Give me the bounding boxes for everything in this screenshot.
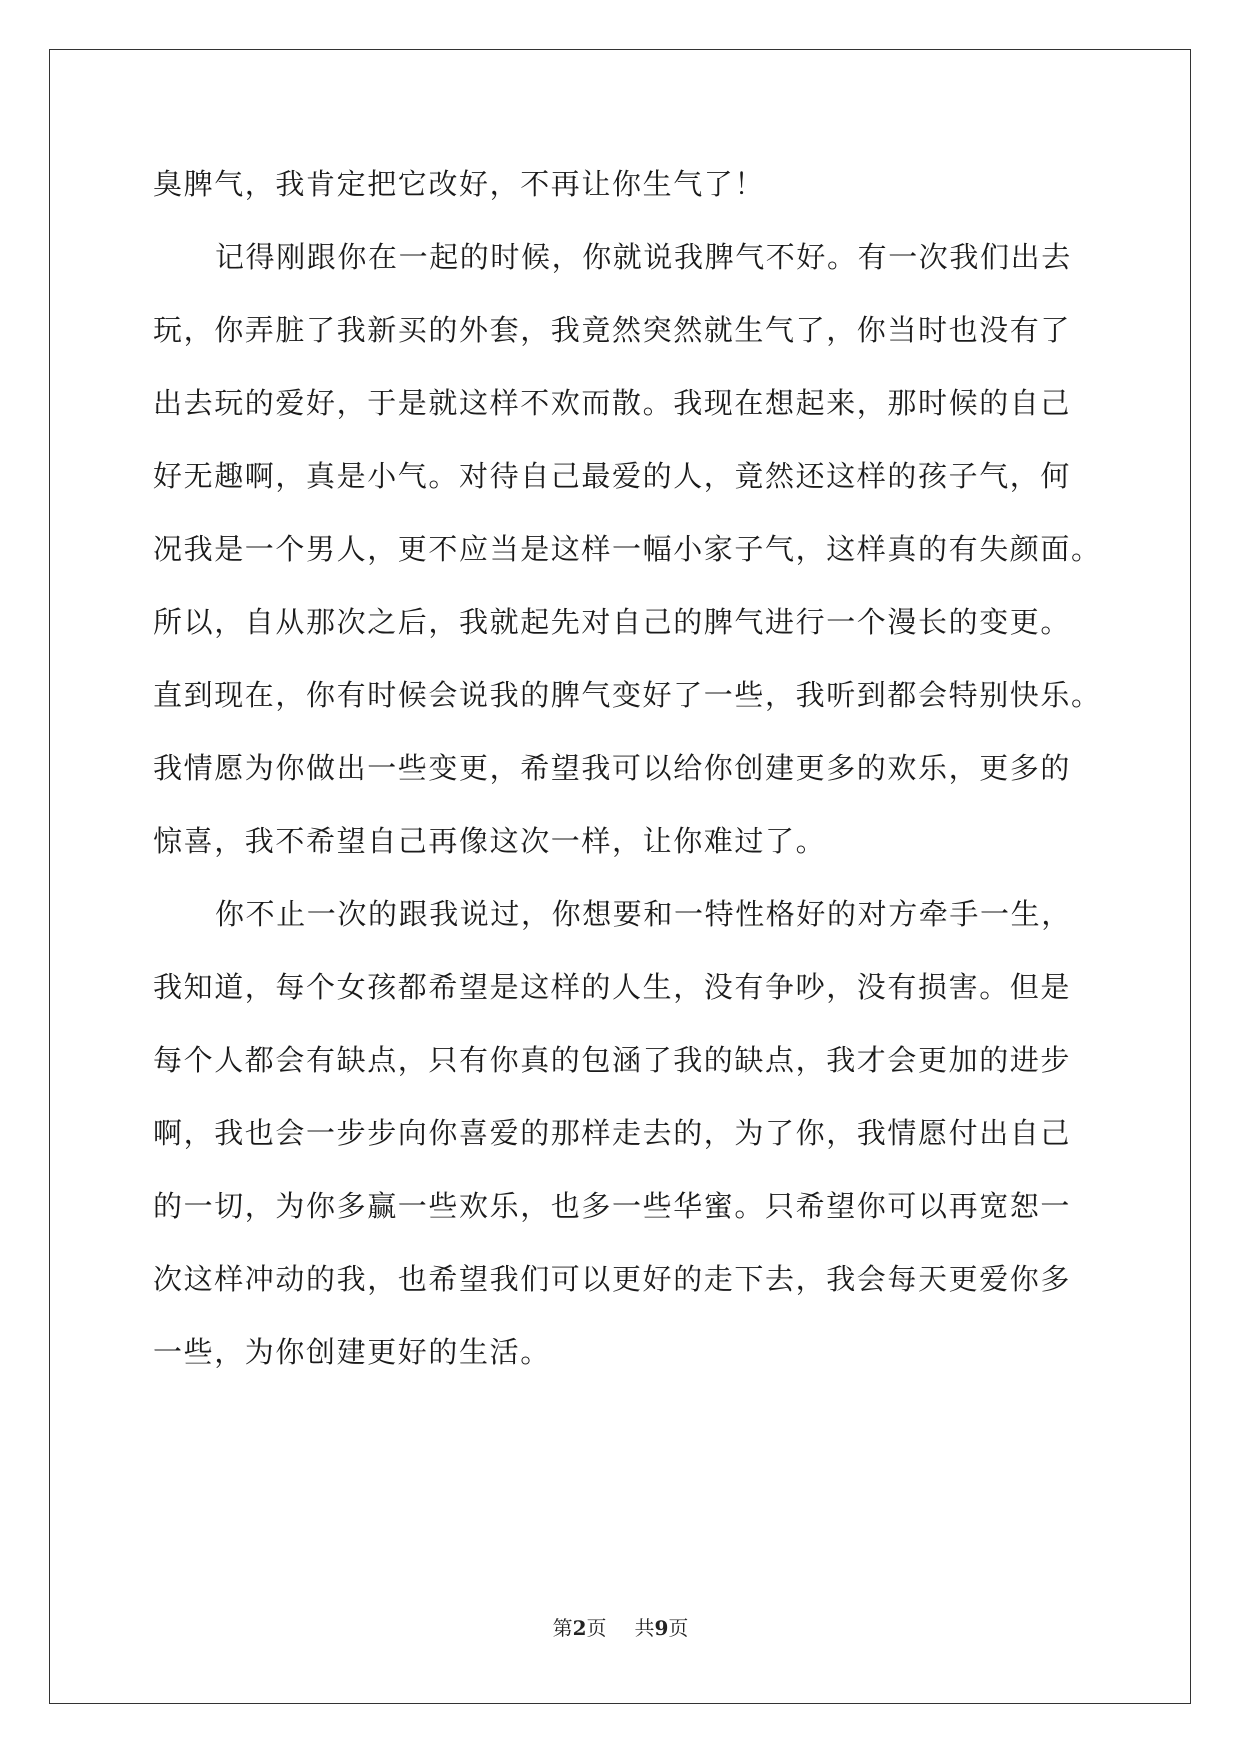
text-line: 我情愿为你做出一些变更，希望我可以给你创建更多的欢乐，更多的 bbox=[153, 751, 1072, 785]
paragraph-first-line: 记得刚跟你在一起的时候，你就说我脾气不好。有一次我们出去 bbox=[215, 240, 1072, 274]
current-page-number: 2 bbox=[572, 1616, 587, 1640]
text-line: 出去玩的爱好，于是就这样不欢而散。我现在想起来，那时候的自己 bbox=[153, 386, 1072, 420]
text-line: 臭脾气，我肯定把它改好，不再让你生气了！ bbox=[153, 167, 766, 201]
text-line: 惊喜，我不希望自己再像这次一样，让你难过了。 bbox=[153, 824, 827, 858]
text-line: 好无趣啊，真是小气。对待自己最爱的人，竟然还这样的孩子气，何 bbox=[153, 459, 1072, 493]
text-line: 次这样冲动的我，也希望我们可以更好的走下去，我会每天更爱你多 bbox=[153, 1262, 1072, 1296]
text-line: 玩，你弄脏了我新买的外套，我竟然突然就生气了，你当时也没有了 bbox=[153, 313, 1072, 347]
page-border bbox=[49, 49, 1191, 1704]
page-number-prefix: 第 bbox=[552, 1616, 573, 1640]
total-pages-suffix: 页 bbox=[668, 1616, 689, 1640]
text-line: 的一切，为你多赢一些欢乐，也多一些华蜜。只希望你可以再宽恕一 bbox=[153, 1189, 1072, 1223]
text-line: 每个人都会有缺点，只有你真的包涵了我的缺点，我才会更加的进步 bbox=[153, 1043, 1072, 1077]
text-line: 况我是一个男人，更不应当是这样一幅小家子气，这样真的有失颜面。 bbox=[153, 532, 1102, 566]
text-line: 直到现在，你有时候会说我的脾气变好了一些，我听到都会特别快乐。 bbox=[153, 678, 1102, 712]
page-number-suffix: 页 bbox=[586, 1616, 607, 1640]
total-page-count: 9 bbox=[654, 1616, 669, 1640]
text-line: 啊，我也会一步步向你喜爱的那样走去的，为了你，我情愿付出自己 bbox=[153, 1116, 1072, 1150]
text-line: 所以，自从那次之后，我就起先对自己的脾气进行一个漫长的变更。 bbox=[153, 605, 1072, 639]
text-line: 我知道，每个女孩都希望是这样的人生，没有争吵，没有损害。但是 bbox=[153, 970, 1072, 1004]
text-line: 一些，为你创建更好的生活。 bbox=[153, 1335, 551, 1369]
total-pages-prefix: 共 bbox=[634, 1616, 655, 1640]
paragraph-first-line: 你不止一次的跟我说过，你想要和一特性格好的对方牵手一生， bbox=[215, 897, 1072, 931]
page-footer bbox=[0, 1614, 1241, 1642]
